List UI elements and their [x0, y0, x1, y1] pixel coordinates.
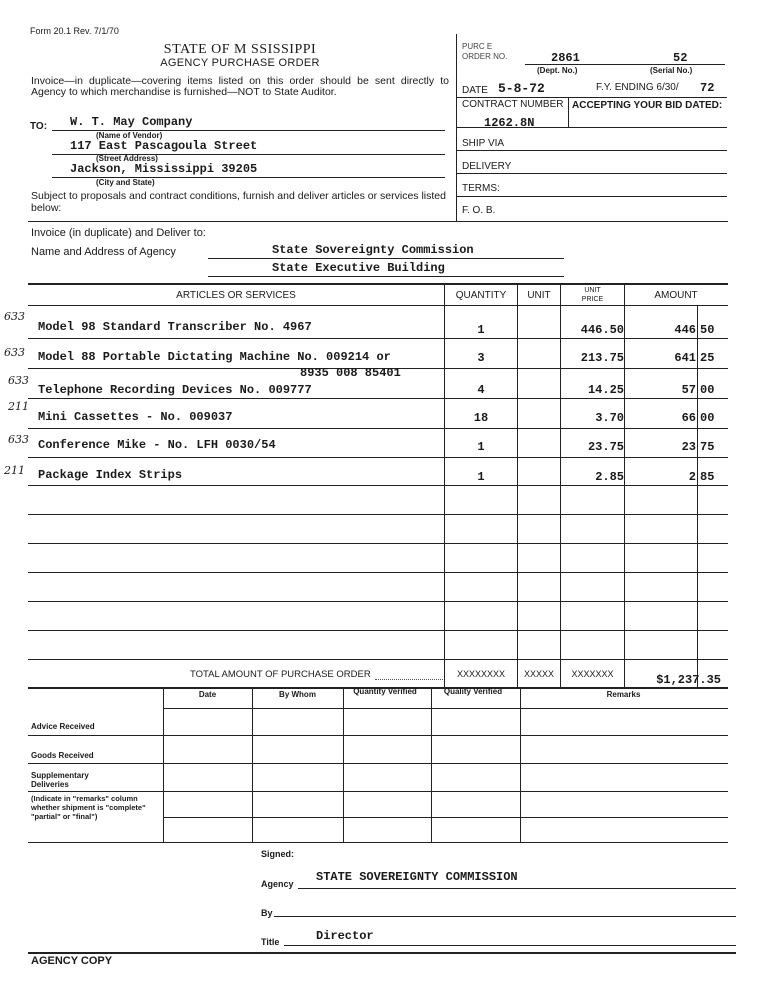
- terms-label: TERMS:: [462, 183, 500, 194]
- signed-label: Signed:: [261, 849, 294, 859]
- vendor-name: W. T. May Company: [70, 115, 193, 129]
- row-quantity: 1: [477, 470, 485, 484]
- row-amount-cents: 00: [700, 411, 715, 425]
- total-price-fill: XXXXXXX: [571, 669, 614, 679]
- city-caption: (City and State): [96, 178, 155, 187]
- quantity-header: QUANTITY: [455, 290, 507, 301]
- serial-no: 52: [673, 51, 688, 65]
- amount-header: AMOUNT: [654, 290, 698, 301]
- row-quantity: 1: [477, 440, 485, 454]
- sig-agency-label: Agency: [261, 879, 294, 889]
- row-note: 211: [4, 464, 25, 477]
- sig-agency-value: STATE SOVEREIGNTY COMMISSION: [316, 870, 518, 884]
- vendor-caption: (Name of Vendor): [96, 131, 163, 140]
- row-article-line2: 8935 008 85401: [300, 366, 401, 380]
- row-amount-cents: 25: [700, 351, 715, 365]
- row-amount-dollars: 446: [674, 323, 696, 337]
- advice-received-label: Advice Received: [31, 722, 95, 731]
- ship-via-label: SHIP VIA: [462, 138, 505, 149]
- row-article: Conference Mike - No. LFH 0030/54: [38, 438, 276, 452]
- serial-caption: (Serial No.): [650, 66, 693, 75]
- row-quantity: 1: [477, 323, 485, 337]
- form-number: Form 20.1 Rev. 7/1/70: [30, 26, 119, 36]
- row-amount-dollars: 66: [681, 411, 696, 425]
- row-note: 633: [8, 433, 29, 446]
- total-unit-fill: XXXXX: [523, 669, 554, 679]
- po-label-2: ORDER NO.: [462, 52, 508, 61]
- row-note: 633: [8, 374, 29, 387]
- row-amount-cents: 50: [700, 323, 715, 337]
- row-article: Telephone Recording Devices No. 009777: [38, 383, 312, 397]
- row-amount-cents: 00: [700, 383, 715, 397]
- row-amount-dollars: 641: [674, 351, 696, 365]
- row-note: 633: [4, 346, 25, 359]
- row-amount-dollars: 2: [688, 470, 696, 484]
- row-amount-cents: 75: [700, 440, 715, 454]
- row-unit-price: 3.70: [595, 411, 624, 425]
- row-unit-price: 23.75: [587, 440, 624, 454]
- row-note: 211: [8, 400, 29, 413]
- receipt-qty-verified-header: Quantity Verified: [353, 687, 417, 696]
- receipt-date-header: Date: [198, 690, 217, 699]
- form-title: AGENCY PURCHASE ORDER: [160, 57, 320, 69]
- street-caption: (Street Address): [96, 154, 158, 163]
- row-amount-dollars: 23: [681, 440, 696, 454]
- sig-title-value: Director: [316, 929, 374, 943]
- agency-line-2: State Executive Building: [272, 261, 445, 275]
- to-label: TO:: [30, 121, 48, 132]
- row-unit-price: 213.75: [580, 351, 624, 365]
- receipt-remarks-header: Remarks: [606, 690, 641, 699]
- receipt-by-whom-header: By Whom: [279, 690, 316, 699]
- row-quantity: 18: [473, 411, 489, 425]
- supplementary-label: Supplementary Deliveries: [31, 771, 89, 789]
- vendor-street: 117 East Pascagoula Street: [70, 139, 258, 153]
- contract-label: CONTRACT NUMBER: [462, 99, 564, 110]
- total-label: TOTAL AMOUNT OF PURCHASE ORDER: [190, 669, 371, 680]
- date-value: 5-8-72: [498, 81, 545, 96]
- articles-header: ARTICLES OR SERVICES: [176, 290, 296, 301]
- unit-header: UNIT: [527, 290, 551, 301]
- row-unit-price: 2.85: [595, 470, 624, 484]
- indicate-note: (Indicate in "remarks" column whether shipment is "complete" "partial" or "final"): [31, 794, 146, 821]
- contract-value: 1262.8N: [484, 116, 535, 130]
- dept-no: 2861: [551, 51, 580, 65]
- row-note: 633: [4, 310, 25, 323]
- bid-label: ACCEPTING YOUR BID DATED:: [572, 100, 723, 111]
- state-title: STATE OF M SSISSIPPI: [163, 42, 317, 57]
- row-quantity: 3: [477, 351, 485, 365]
- date-label: DATE: [462, 85, 488, 96]
- total-qty-fill: XXXXXXXX: [456, 669, 506, 679]
- row-quantity: 4: [477, 383, 485, 397]
- receipt-quality-verified-header: Quality Verified: [443, 687, 503, 696]
- unit-price-header-1: UNIT: [584, 287, 601, 294]
- deliver-label: Invoice (in duplicate) and Deliver to:: [31, 227, 206, 239]
- row-article: Package Index Strips: [38, 468, 183, 482]
- agency-label: Name and Address of Agency: [31, 246, 176, 258]
- dept-caption: (Dept. No.): [537, 66, 578, 75]
- goods-received-label: Goods Received: [31, 751, 94, 760]
- delivery-label: DELIVERY: [462, 161, 512, 172]
- sig-title-label: Title: [261, 937, 280, 947]
- vendor-city: Jackson, Mississippi 39205: [70, 162, 258, 176]
- row-amount-dollars: 57: [681, 383, 696, 397]
- unit-price-header-2: PRICE: [581, 296, 604, 303]
- row-article: Mini Cassettes - No. 009037: [38, 410, 233, 424]
- agency-line-1: State Sovereignty Commission: [272, 243, 474, 257]
- sig-by-label: By: [261, 908, 273, 918]
- row-unit-price: 446.50: [580, 323, 624, 337]
- po-label: PURC E: [462, 42, 493, 51]
- fob-label: F. O. B.: [462, 205, 496, 216]
- row-article: Model 88 Portable Dictating Machine No. 009214 or: [38, 350, 391, 364]
- row-unit-price: 14.25: [587, 383, 624, 397]
- fy-label: F.Y. ENDING 6/30/: [596, 82, 679, 93]
- total-amount: $1,237.35: [656, 673, 721, 687]
- agency-copy-label: AGENCY COPY: [31, 955, 113, 967]
- row-amount-cents: 85: [700, 470, 715, 484]
- fy-value: 72: [700, 81, 715, 95]
- instructions: Invoice—in duplicate—covering items listed on this order should be sent directly to Agency to which merchandise is furnished—NOT to State Auditor.: [31, 75, 449, 98]
- row-article: Model 98 Standard Transcriber No. 4967: [38, 320, 312, 334]
- subject-text: Subject to proposals and contract conditions, furnish and deliver articles or services listed below:: [31, 190, 446, 214]
